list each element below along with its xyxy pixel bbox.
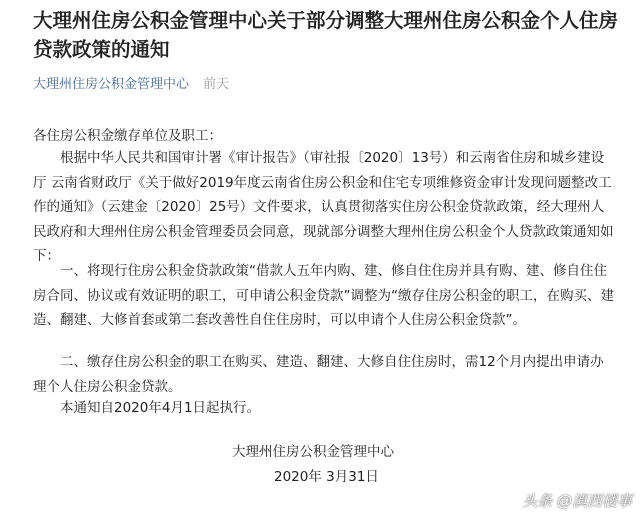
paragraph-4: 本通知自2020年4月1日起执行。 bbox=[60, 400, 261, 416]
source-link[interactable]: 大理州住房公积金管理中心 bbox=[33, 77, 190, 92]
signature-org: 大理州住房公积金管理中心 bbox=[232, 444, 394, 460]
watermark: 头条 @滇西楼事 bbox=[522, 492, 632, 510]
article-meta bbox=[33, 74, 229, 96]
paragraph-1: 根据中华人民共和国审计署《审计报告》（审社报〔2020〕13号）和云南省住房和城乡建设厅 云南省财政厅《关于做好2019年度云南省住房公积金和住宅专项维修资金审计发现问题整改工作的通知》（云建金〔2020〕25号）文件要求，认真贯彻落实住房公积金贷款政策，经大理州人民政府和大理州住房公积金管理委员会同意，现就部分调整大理州住房公积金个人贷款政策通知如下： bbox=[33, 150, 614, 264]
article-title: 大理州住房公积金管理中心关于部分调整大理州住房公积金个人住房贷款政策的通知 bbox=[33, 9, 619, 61]
paragraph-3: 二、缴存住房公积金的职工在购买、建造、翻建、大修自住住房时，需12个月内提出申请办理个人住房公积金贷款。 bbox=[33, 354, 604, 395]
publish-time: 前天 bbox=[203, 77, 230, 92]
salutation: 各住房公积金缴存单位及职工： bbox=[33, 128, 222, 144]
signature-date: 2020年 3月31日 bbox=[274, 469, 379, 485]
paragraph-2: 一、将现行住房公积金贷款政策“借款人五年内购、建、修自住住房并具有购、建、修自住住房合同、协议或有效证明的职工，可申请公积金贷款”调整为“缴存住房公积金的职工，在购买、建造、翻建、大修首套或第二套改善性自住住房时，可以申请个人住房公积金贷款”。 bbox=[33, 263, 614, 328]
